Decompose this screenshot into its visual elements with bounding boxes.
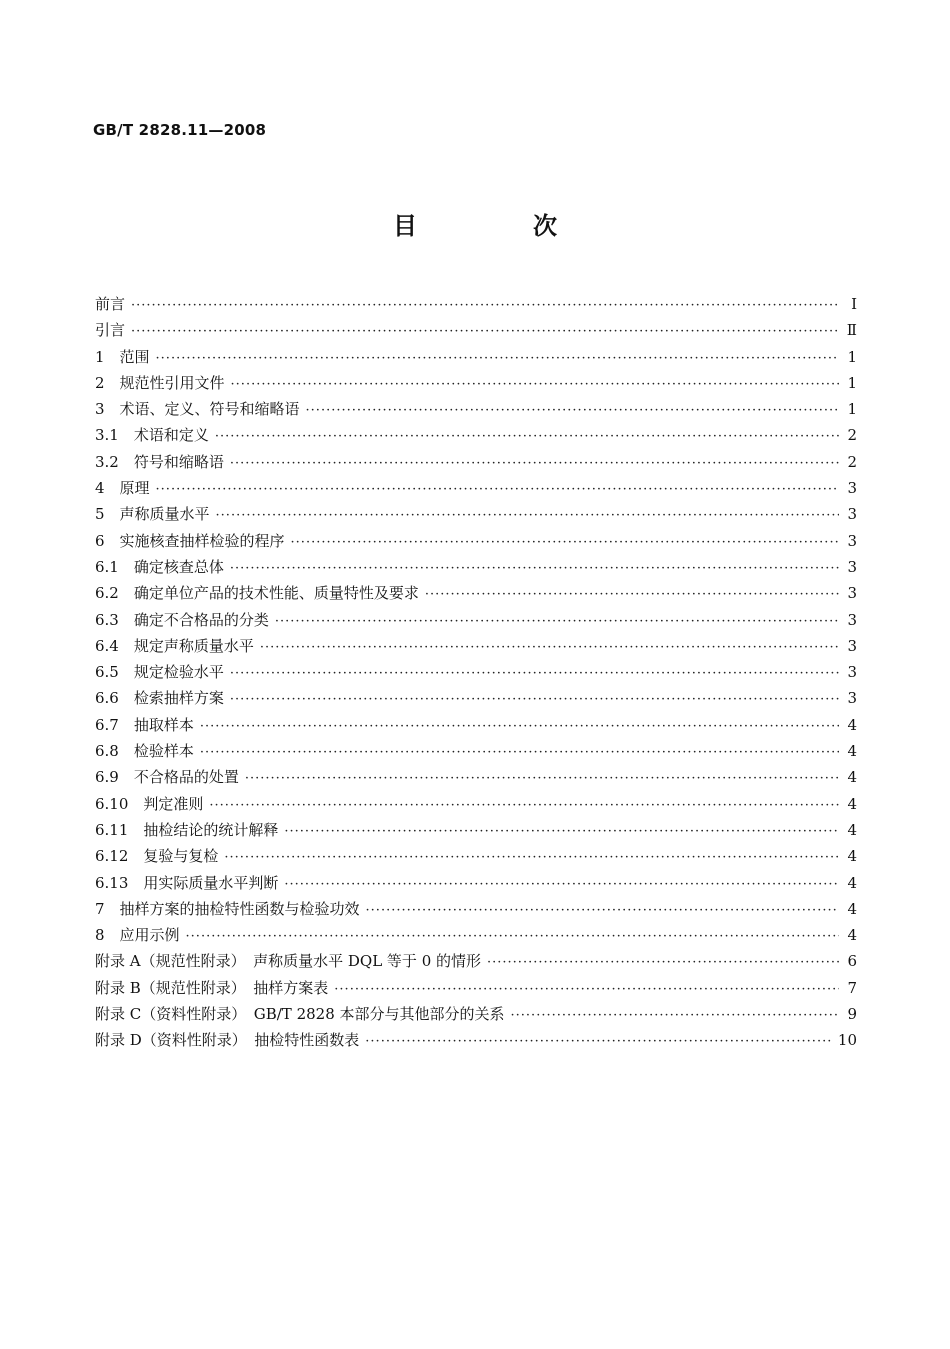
toc-leader-dots: [200, 714, 839, 740]
toc-entry-page: 4: [847, 794, 857, 813]
toc-leader-dots: [511, 1003, 839, 1029]
toc-entry-page: 3: [847, 479, 857, 498]
toc-leader-dots: [366, 898, 839, 924]
toc-leader-dots: [230, 687, 839, 713]
toc-entry[interactable]: [95, 528, 857, 554]
toc-entry-label: 6.6 检索抽样方案: [95, 689, 224, 708]
toc-entry-label: 6.2 确定单位产品的技术性能、质量特性及要求: [95, 584, 419, 603]
toc-entry-label: 6.9 不合格品的处置: [95, 768, 239, 787]
toc-leader-dots: [260, 635, 839, 661]
toc-entry-label: 附录 B（规范性附录） 抽样方案表: [95, 978, 329, 997]
toc-entry[interactable]: [95, 554, 857, 580]
toc-entry-page: Ⅰ: [851, 295, 857, 313]
toc-entry-label: 6 实施核查抽样检验的程序: [95, 531, 285, 550]
toc-leader-dots: [230, 661, 839, 687]
toc-leader-dots: [291, 530, 839, 556]
toc-entry-label: 8 应用示例: [95, 926, 180, 945]
toc-entry-label: 6.4 规定声称质量水平: [95, 636, 254, 655]
document-id: GB/T 2828.11—2008: [93, 121, 267, 139]
toc-entry-label: 附录 C（资料性附录） GB/T 2828 本部分与其他部分的关系: [95, 1005, 505, 1024]
toc-entry-page: 4: [847, 715, 857, 734]
toc-entry-label: 前言: [95, 295, 126, 313]
toc-leader-dots: [230, 451, 839, 477]
toc-entry-page: 3: [847, 636, 857, 655]
toc-leader-dots: [284, 819, 839, 845]
toc-entry-page: 3: [847, 557, 857, 576]
toc-entry[interactable]: [95, 1027, 857, 1053]
toc-entry-page: 4: [847, 873, 857, 892]
toc-leader-dots: [131, 293, 839, 319]
toc-entry-page: 7: [847, 978, 857, 997]
toc-entry[interactable]: [95, 501, 857, 527]
toc-entry-label: 6.8 检验样本: [95, 742, 194, 761]
toc-entry[interactable]: [95, 817, 857, 843]
toc-entry-label: 3.1 术语和定义: [95, 426, 209, 445]
toc-leader-dots: [216, 503, 839, 529]
toc-leader-dots: [224, 845, 839, 871]
toc-leader-dots: [306, 398, 839, 424]
toc-entry-label: 2 规范性引用文件: [95, 373, 225, 392]
toc-entry-label: 6.13 用实际质量水平判断: [95, 873, 279, 892]
toc-entry-page: 1: [847, 400, 857, 419]
toc-leader-dots: [425, 582, 839, 608]
toc-leader-dots: [284, 872, 839, 898]
toc-leader-dots: [334, 977, 839, 1003]
toc-entry[interactable]: [95, 370, 857, 396]
toc-entry[interactable]: [95, 685, 857, 711]
toc-leader-dots: [156, 346, 839, 372]
toc-entry[interactable]: [95, 607, 857, 633]
toc-entry-page: 4: [847, 820, 857, 839]
toc-entry-label: 6.3 确定不合格品的分类: [95, 610, 269, 629]
toc-entry[interactable]: [95, 659, 857, 685]
toc-entry-page: 10: [837, 1031, 857, 1050]
toc-entry[interactable]: [95, 896, 857, 922]
toc-entry-label: 附录 A（规范性附录） 声称质量水平 DQL 等于 0 的情形: [95, 952, 482, 971]
toc-entry-page: 4: [847, 768, 857, 787]
toc-entry-label: 6.1 确定核查总体: [95, 557, 224, 576]
toc-leader-dots: [487, 950, 839, 976]
toc-entry[interactable]: [95, 738, 857, 764]
toc-entry-label: 3 术语、定义、符号和缩略语: [95, 400, 300, 419]
toc-entry-page: 3: [847, 689, 857, 708]
toc-entry-page: 3: [847, 610, 857, 629]
toc-entry-label: 1 范围: [95, 347, 150, 366]
toc-entry-page: 6: [847, 952, 857, 971]
toc-entry-label: 4 原理: [95, 479, 150, 498]
toc-entry-label: 7 抽样方案的抽检特性函数与检验功效: [95, 899, 360, 918]
toc-entry-page: 4: [847, 899, 857, 918]
page-title: 目 次: [393, 212, 603, 240]
toc-entry[interactable]: [95, 422, 857, 448]
toc-leader-dots: [231, 372, 839, 398]
toc-leader-dots: [156, 477, 839, 503]
toc-entry[interactable]: [95, 291, 857, 317]
toc-leader-dots: [200, 740, 839, 766]
toc-entry[interactable]: [95, 344, 857, 370]
toc-entry-page: 4: [847, 847, 857, 866]
toc-entry[interactable]: [95, 922, 857, 948]
toc-entry[interactable]: [95, 764, 857, 790]
toc-entry-label: 6.11 抽检结论的统计解释: [95, 820, 279, 839]
toc-entry-page: 2: [847, 452, 857, 471]
toc-entry[interactable]: [95, 843, 857, 869]
toc-entry[interactable]: [95, 712, 857, 738]
toc-entry-page: 3: [847, 505, 857, 524]
toc-entry-label: 附录 D（资料性附录） 抽检特性函数表: [95, 1031, 360, 1050]
toc-leader-dots: [365, 1029, 832, 1055]
toc-leader-dots: [186, 924, 839, 950]
toc-entry-label: 引言: [95, 321, 126, 340]
toc-entry-label: 5 声称质量水平: [95, 505, 210, 524]
toc-entry[interactable]: [95, 791, 857, 817]
toc-entry-page: 4: [847, 742, 857, 761]
toc-entry-page: 2: [847, 426, 857, 445]
toc-leader-dots: [131, 319, 839, 345]
toc-entry[interactable]: [95, 975, 857, 1001]
toc-leader-dots: [215, 424, 839, 450]
toc-entry-label: 6.12 复验与复检: [95, 847, 219, 866]
toc-entry[interactable]: [95, 870, 857, 896]
toc-entry-label: 3.2 符号和缩略语: [95, 452, 224, 471]
toc-entry-page: 9: [847, 1005, 857, 1024]
toc-entry[interactable]: [95, 948, 857, 974]
toc-leader-dots: [245, 766, 839, 792]
toc-entry-page: 1: [847, 373, 857, 392]
toc-leader-dots: [230, 556, 839, 582]
toc-entry[interactable]: [95, 396, 857, 422]
toc-entry[interactable]: [95, 449, 857, 475]
toc-leader-dots: [209, 793, 839, 819]
toc-entry-page: 3: [847, 663, 857, 682]
toc-entry-page: 4: [847, 926, 857, 945]
toc-entry[interactable]: [95, 580, 857, 606]
toc-entry[interactable]: [95, 317, 857, 343]
toc-entry[interactable]: [95, 633, 857, 659]
toc-leader-dots: [275, 609, 839, 635]
toc-entry[interactable]: [95, 475, 857, 501]
toc-entry[interactable]: [95, 1001, 857, 1027]
table-of-contents: [95, 291, 857, 1054]
toc-entry-label: 6.10 判定准则: [95, 794, 204, 813]
toc-entry-page: Ⅱ: [846, 321, 857, 340]
toc-entry-page: 3: [847, 584, 857, 603]
toc-entry-page: 1: [847, 347, 857, 366]
toc-entry-page: 3: [847, 531, 857, 550]
toc-entry-label: 6.7 抽取样本: [95, 715, 194, 734]
toc-entry-label: 6.5 规定检验水平: [95, 663, 224, 682]
